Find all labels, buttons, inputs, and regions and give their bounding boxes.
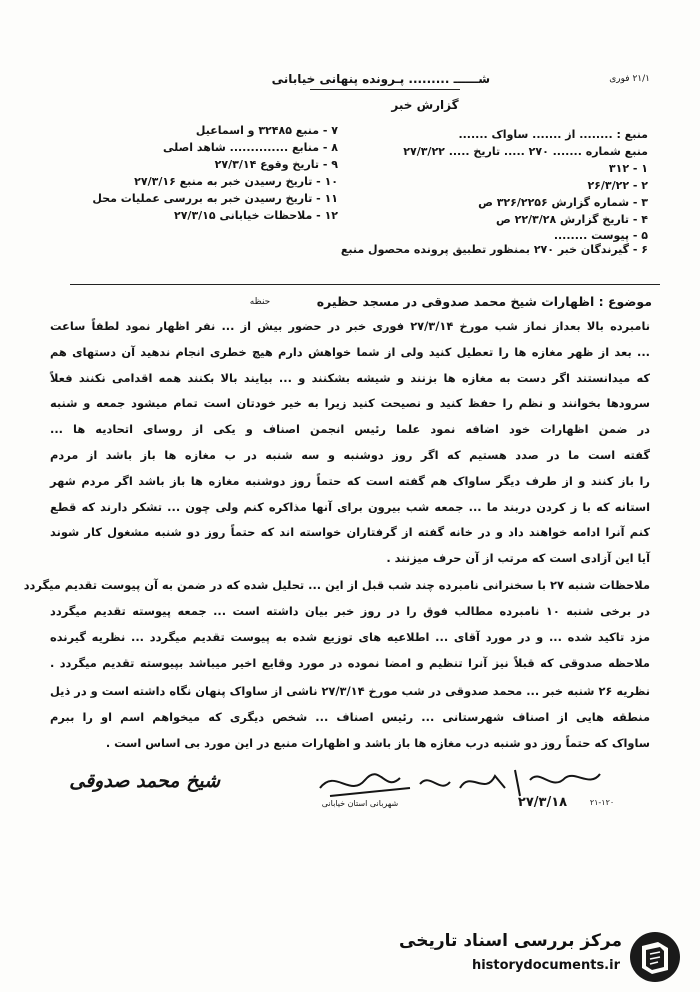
signature-reference: ۲۱-۱۲۰ xyxy=(589,798,615,807)
meta-remarks: ۱۲ - ملاحظات خیابانی ۲۷/۳/۱۵ xyxy=(174,209,338,222)
watermark-title: مرکز بررسی اسناد تاریخی xyxy=(399,931,622,951)
meta-item-1: ۱ - ۳۱۲ xyxy=(608,162,648,175)
body-line: در ضمن اظهارات خود اضافه نمود علما رئیس انجمن اصناف و یکی از روسای اتحادیه ها ... xyxy=(50,422,650,436)
body-line: در برخی شنبه ۱۰ نامبرده مطالب فوق را در روز خبر بیان داشته است ... جمعه پیوسته تقدیم میگردد xyxy=(50,604,650,618)
horizontal-rule xyxy=(70,284,660,285)
signature-handwritten-name: شیخ محمد صدوقی xyxy=(69,770,220,792)
body-line: را باز کنند و از طرف دیگر ساواک هم گفته است که حتماً روز دوشنبه مغازه ها باز باشد اگر مردم شهر xyxy=(50,474,650,488)
report-title: گزارش خبر xyxy=(391,98,459,112)
body-line: ملاحظه صدوقی که قبلاً نیز آنرا تنظیم و امضا نموده در مورد وقایع اخیر میباشد بپیوسته تقدیم میگردد . xyxy=(50,656,650,670)
meta-source-code: ۷ - منبع ۳۲۴۸۵ و اسماعیل xyxy=(195,124,338,137)
body-line: نظریه ۲۶ شنبه خبر ... محمد صدوقی در شب مورخ ۲۷/۳/۱۴ ناشی از ساواک پنهان نگاه داشته است و در ذیل xyxy=(50,684,650,698)
signature-date: ۲۷/۳/۱۸ xyxy=(517,795,568,810)
recipients-line: ۶ - گیرندگان خبر ۲۷۰ بمنظور تطبیق پرونده محصول منبع xyxy=(340,243,648,256)
subject-note: حنظه xyxy=(249,297,271,307)
meta-news-arrival-date: ۱۰ - تاریخ رسیدن خبر به منبع ۲۷/۳/۱۶ xyxy=(134,175,338,188)
meta-report-number: ۳ - شماره گزارش ۳۲۶/۲۲۵۶ ص xyxy=(478,196,648,209)
body-line: مزد تاکید شده ... و در مورد آقای ... اطلاعیه های توزیع شده به پیوست تقدیم میگردد ... نظریه گیرنده xyxy=(50,630,650,644)
signature-caption: شهربانی استان خیابانی xyxy=(321,799,399,808)
header-underline xyxy=(310,89,460,90)
meta-report-date: ۴ - تاریخ گزارش ۲۲/۳/۲۸ ص xyxy=(495,213,648,226)
body-line: گفته است ما در صدد هستیم که اگر روز دوشنبه و سه شنبه در ب مغازه ها باز باشد از مردم xyxy=(50,448,650,462)
body-line: ملاحظات شنبه ۲۷ با سخنرانی نامبرده چند شب قبل از این ... تحلیل شده که در ضمن به آن پیوست تقدیم میگردد xyxy=(23,578,650,592)
body-line: نامبرده بالا بعداز نماز شب مورخ ۲۷/۳/۱۴ فوری خبر در حضور بیش از ... نفر اظهار نمود لطفاً ساعت xyxy=(50,319,650,333)
meta-source-line: منبع : ........ از ....... ساواک ....... xyxy=(458,128,648,141)
body-line: که میدانستند اگر دست به مغازه ها بزنند و شیشه بشکنند و ... بیایند بالا بکنند همه اقدامی نکنند فعلاً xyxy=(50,371,650,385)
meta-item-2: ۲ - ۲۶/۳/۲۲ xyxy=(587,179,648,192)
meta-source-number: منبع شماره ....... ۲۷۰ ..... تاریخ ..... ۲۷/۳/۲۲ xyxy=(403,145,648,158)
meta-review-date: ۱۱ - تاریخ رسیدن خبر به بررسی عملیات محل xyxy=(92,192,338,205)
subject-line: موضوع : اظهارات شیخ محمد صدوقی در مسجد حظیره xyxy=(316,294,652,309)
meta-witness: ۸ - منابع .............. شاهد اصلی xyxy=(163,141,338,154)
history-documents-logo-icon xyxy=(628,930,682,984)
meta-event-date: ۹ - تاریخ وقوع ۲۷/۳/۱۴ xyxy=(214,158,338,171)
body-line: ساواک که حتماً روز دو شنبه درب مغازه ها باز باشد و اظهارات منبع در این مورد بی اساس است . xyxy=(105,736,650,750)
header-top-line: شــــــ ......... پـرونده پنهانی خیابانی xyxy=(271,72,490,86)
watermark-url: historydocuments.ir xyxy=(471,958,620,973)
body-line: ... بعد از ظهر مغازه ها را تعطیل کنید ولی از شما خواهش دارم هیچ خطری انجام ندهید آن دستهای هم xyxy=(50,345,650,359)
body-line: سرودها بخوانند و نظم را حفظ کنید و نصیحت کنید زیرا به خیر خودتان است تمام میشود جمعه و شنبه xyxy=(50,396,650,410)
body-line: آیا این آزادی است که مرتب از آن حرف میزنند . xyxy=(386,551,650,565)
body-line: استانه که با ز کردن دربند ما ... جمعه شب بیرون برای آنها مذاکره کنم ولی چون ... تشکر دارند که قطع xyxy=(50,500,650,514)
body-line: منطقه هایی از اصناف شهرستانی ... رئیس اصناف ... شخص دیگری که میخواهم اسم او را ببرم xyxy=(50,710,650,724)
meta-attachment: ۵ - پیوست ........ xyxy=(553,229,648,242)
body-line: کنم آنرا ادامه خواهند داد و در خانه گفته از گرفتاران خواسته اند که حتماً روز دو شنبه مشغول کار شوند xyxy=(50,525,650,539)
document-number: ۲۱/۱ فوری xyxy=(609,74,650,84)
